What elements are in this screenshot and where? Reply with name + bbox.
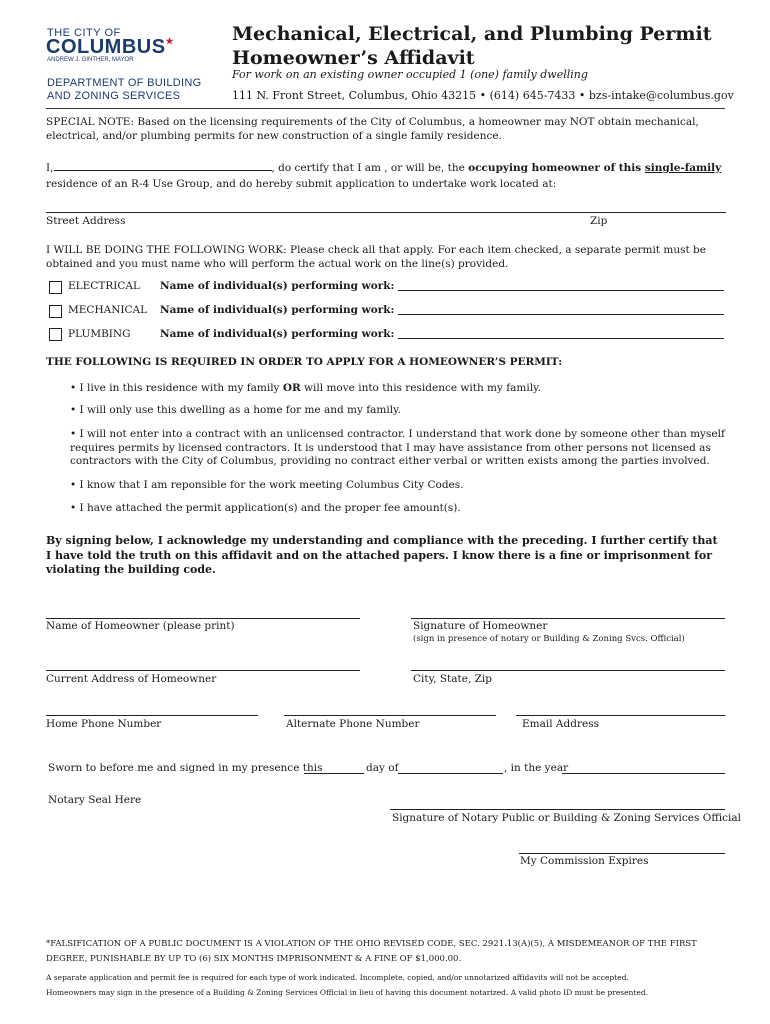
electrical-label: ELECTRICAL xyxy=(68,280,140,292)
certify-prefix: I, xyxy=(46,162,54,174)
notary-signature-label: Signature of Notary Public or Building & Zoning Services Official xyxy=(392,812,741,824)
acknowledgement: By signing below, I acknowledge my understanding and compliance with the preceding. I further certify that I have told the truth on this affidavit and on the attached papers. I know there is a fine or imprisonment for violating the building code. xyxy=(46,534,718,576)
mechanical-name-field[interactable] xyxy=(398,313,724,315)
requirements-heading: THE FOLLOWING IS REQUIRED IN ORDER TO APPLY FOR A HOMEOWNER’S PERMIT: xyxy=(46,356,563,368)
requirement-1 xyxy=(70,382,730,396)
electrical-checkbox[interactable] xyxy=(49,281,62,294)
page-subtitle: For work on an existing owner occupied 1 (one) family dwelling xyxy=(232,68,588,81)
falsification-notice: *FALSIFICATION OF A PUBLIC DOCUMENT IS A VIOLATION OF THE OHIO REVISED CODE, SEC. 2921.13(A)(5), A MISDEMEANOR OF THE FIRST DEGREE, PUNISHABLE BY UP TO (6) SIX MONTHS IMPRISONMENT & A FINE OF $1,000.00. xyxy=(46,939,697,964)
notary-signature-field[interactable] xyxy=(390,808,725,810)
page-title: Mechanical, Electrical, and Plumbing Permit Homeowner’s Affidavit xyxy=(232,23,712,69)
current-address-field[interactable] xyxy=(46,669,360,671)
plumbing-name-field[interactable] xyxy=(398,337,724,339)
requirement-1-pre: • I live in this residence with my family xyxy=(70,382,283,394)
home-phone-label: Home Phone Number xyxy=(46,718,162,730)
requirement-4: • I know that I am reponsible for the work meeting Columbus City Codes. xyxy=(70,479,464,491)
sworn-year-field[interactable] xyxy=(562,772,725,774)
certify-line xyxy=(46,159,736,175)
contact-info: 111 N. Front Street, Columbus, Ohio 43215 • (614) 645-7433 • bzs-intake@columbus.gov xyxy=(232,89,734,102)
email-field[interactable] xyxy=(516,714,725,716)
certify-middle: , do certify that I am , or will be, the xyxy=(271,162,469,174)
footer-note-1: A separate application and permit fee is required for each type of work indicated. Incomplete, copied, and/or unnotarized affidavits will not be accepted. xyxy=(46,973,629,982)
logo-mayor-text: ANDREW J. GINTHER, MAYOR xyxy=(47,57,134,63)
footer-note-2: Homeowners may sign in the presence of a Building & Zoning Services Official in lieu of having this document notarized. A valid photo ID must be presented. xyxy=(46,988,649,997)
city-state-zip-label: City, State, Zip xyxy=(413,673,492,685)
sworn-day-field[interactable] xyxy=(304,772,364,774)
plumbing-name-label: Name of individual(s) performing work: xyxy=(160,328,395,340)
mechanical-label: MECHANICAL xyxy=(68,304,148,316)
current-address-label: Current Address of Homeowner xyxy=(46,673,217,685)
logo-name-text: COLUMBUS xyxy=(46,36,166,58)
work-intro: I WILL BE DOING THE FOLLOWING WORK: Please check all that apply. For each item checked, a separate permit must be obtained and you must name who will perform the actual work on the line(s) provided. xyxy=(46,244,706,270)
mechanical-name-label: Name of individual(s) performing work: xyxy=(160,304,395,316)
alt-phone-field[interactable] xyxy=(284,714,496,716)
logo-columbus xyxy=(46,36,174,59)
requirement-5: • I have attached the permit application(s) and the proper fee amount(s). xyxy=(70,502,461,514)
signature-note: (sign in presence of notary or Building & Zoning Svcs. Official) xyxy=(413,634,685,644)
home-phone-field[interactable] xyxy=(46,714,258,716)
email-label: Email Address xyxy=(522,718,599,730)
sworn-month-field[interactable] xyxy=(398,772,503,774)
certify-underlined: single-family xyxy=(644,162,722,174)
electrical-name-label: Name of individual(s) performing work: xyxy=(160,280,395,292)
homeowner-name-field[interactable] xyxy=(54,159,272,171)
sworn-text-1: Sworn to before me and signed in my presence this xyxy=(48,762,323,774)
logo-department: DEPARTMENT OF BUILDING AND ZONING SERVICES xyxy=(47,77,202,102)
notary-seal-label: Notary Seal Here xyxy=(48,794,142,806)
alt-phone-label: Alternate Phone Number xyxy=(286,718,420,730)
requirement-1-bold: OR xyxy=(282,382,301,394)
street-address-field[interactable] xyxy=(46,211,726,213)
star-icon: ★ xyxy=(165,36,175,46)
street-address-label: Street Address xyxy=(46,215,126,227)
plumbing-checkbox[interactable] xyxy=(49,328,62,341)
mechanical-checkbox[interactable] xyxy=(49,305,62,318)
requirement-2: • I will only use this dwelling as a home for me and my family. xyxy=(70,404,401,416)
sworn-text-3: , in the year xyxy=(504,762,569,774)
commission-expires-label: My Commission Expires xyxy=(520,855,649,867)
requirement-3: • I will not enter into a contract with an unlicensed contractor. I understand that work done by someone other than myself requires permits by licensed contractors. It is understood that I may have assistance from other persons not licensed as contractors with the City of Columbus, providing no contract either verbal or written exists among the parties involved. xyxy=(70,428,725,467)
signature-label: Signature of Homeowner xyxy=(413,620,548,632)
requirement-1-post: will move into this residence with my family. xyxy=(300,382,541,394)
city-state-zip-field[interactable] xyxy=(411,669,725,671)
logo-city-text: THE CITY OF xyxy=(47,27,121,39)
sworn-text-2: day of xyxy=(366,762,399,774)
certify-bold: occupying homeowner of this xyxy=(468,162,645,174)
name-print-label: Name of Homeowner (please print) xyxy=(46,620,235,632)
certify-line-2: residence of an R-4 Use Group, and do hereby submit application to undertake work located at: xyxy=(46,178,557,190)
special-note: SPECIAL NOTE: Based on the licensing requirements of the City of Columbus, a homeowner may NOT obtain mechanical, electrical, and/or plumbing permits for new construction of a single family residence. xyxy=(46,116,699,142)
zip-label: Zip xyxy=(590,215,608,227)
header-divider xyxy=(46,108,725,109)
plumbing-label: PLUMBING xyxy=(68,328,131,340)
electrical-name-field[interactable] xyxy=(398,289,724,291)
